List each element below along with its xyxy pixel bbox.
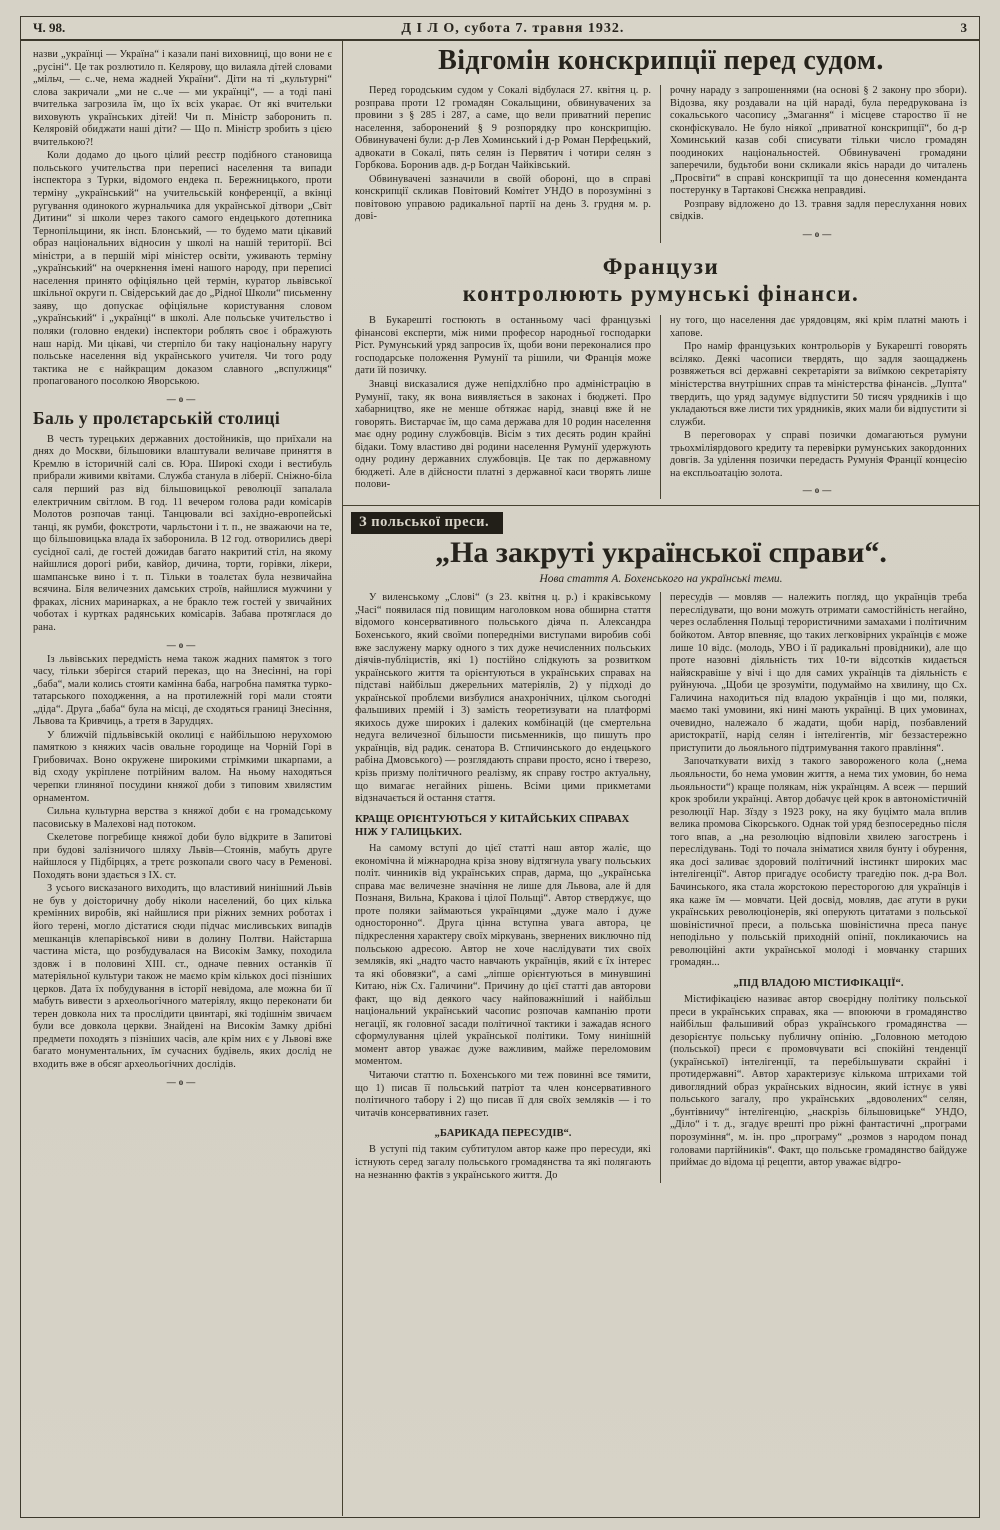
paragraph: На самому вступі до цієї статті наш автор жаліє, що економічна й міжнародна кріза знову відтягнула увагу польських політ. чинників від українських справ, дарма, що „українська справа має величезне значіння не лише для Львова, але й для Познаня, Вильна, Кракова і цілої Польщі“. Автор стверджує, що проте поляки займаються українцями „дуже мало і дуже односторонно“. Друга цінна вступна увага автора, це підкреслення характеру своїх міркувань, звернених виключно під польською адресою. Автор не хоче наслідувати тих своїх земляків, які „надто часто навчають українців, який є їх інтерес та які обовязки“, а самі „ліпше орієнтуються в минувшині Китаю, ніж Сх. Галичини“. Причину до цієї статті дав авторови факт, що від деякого часу найповажніший і найбільш національний український часопис розпочав кампанію проти негації, як головної засади політичної тактики і зажадав ясного сформулування цілей української політики. Тому нинішній момент автор уважає дуже важливим, майже переломовим моментом.: [355, 843, 651, 1068]
column-a: [351, 592, 661, 1183]
article-bochenski-title: „На закруті української справи“.: [435, 536, 887, 570]
section-divider: —о—: [166, 1076, 199, 1087]
right-area: [343, 41, 979, 1516]
paragraph: ну того, що населення дає урядовцям, які крім платні мають і хапове.: [670, 315, 967, 339]
article-bochenski-subtitle: Нова стаття А. Бохенського на українські теми.: [539, 573, 783, 586]
paragraph: рочну нараду з запрошеннями (на основі § 2 закону про збори). Відозва, яку роздавали на цій нараді, була передрукована із сокальського часопису „Змагання“ і місцеве староство її не сконфіскувало. Не було ніякої „приватної конскрипції“, бо д-р Хоминський казав собі списувати тільки число громадян поодиноких національностей. Обвинувачені громадяни заперечили, будьтоби вони скликали якісь наради до читалень „Просвіти“ в справі конскрипції та що донесення коменданта постерунку в Тартакові Снєжка неправдиві.: [670, 85, 967, 197]
section-divider: —о—: [166, 393, 199, 404]
page-number: 3: [960, 20, 967, 35]
paragraph: У виленському „Слові“ (з 23. квітня ц. р.) і краківському „Часі“ появилася під повищим наголовком нова обширна стаття відомого консервативного польського діяча п. Александра Бохенського, який своїми попередніми виступами виробив собі вже заслужену марку одного з тих дуже нечисленних польських діячів-публіцистів, які 1) постійно слідкують за розвитком українського життя та орієнтуються в українських справах на підставі найбільш джерельних матеріялів, 2) у підході до української проблєми визбулися анахронічних, цілком сьогодні фальшивих премій і 3) замість теоретизувати на платформі якихось дуже широких і далеких комбінацій (це смертельна недуга величезної більшости письменників, що пишуть про українців, від радик. сенатора В. Стпичинського до ендецького рабіна Дмовського) — розглядають справи просто, ясно і тверезо, крізь призму політичного реалізму, як справу гостро актуальну, що вимагає негайних рішень. Всіми цими прикметами відзначається й остання стаття.: [355, 592, 651, 805]
paragraph: назви „українці — Україна“ і казали пані виховниці, що вони не є „русіні“. Це так розлютило п. Келярову, що вилаяла дітей словами „мільч, — с..че, нема жадней України“. Діти на ті „культурні“ слова закричали „ми не с..че — ми українці“, — а тоді пані вчителька загрозила їм, що їх всіх укарає. От які вчительки виховують українських дітей! Чи п. Міністр заборонить п. Келяровій обиджати наші діти? — Що п. Міністр зробить з цією вчителькою?!: [33, 49, 332, 148]
column-b: [661, 85, 971, 243]
paragraph: Перед городським судом у Сокалі відбулася 27. квітня ц. р. розправа проти 12 громадян Сокальщини, обвинувачених за провини з § 285 і 287, а саме, що вели приватний перепис населення, заборонений § 9 розпорядку про конскрипцію. Обвинувачені були: д-р Лев Хоминський і д-р Роман Перфецький, адвокати в Сокалі, пять селян із Первятич і чотири селян з Горбкова. Боронив адв. д-р Богдан Чайківський.: [355, 85, 652, 172]
section-divider: —о—: [802, 229, 835, 240]
paragraph: Про намір французьких контрольорів у Букарешті говорять всіляко. Деякі часописи твердять, що задля заощаджень розвяжеться всі державні секретаріяти за виїмкою секретаріяту міністерства внутрішних справ та міністерства фінансів. „Лупта“ твердить, що уряд задумує відпустити 50 тисяч урядників і що укладаються вже листи тих урядників, яких мали би відпустити зі служби.: [670, 341, 967, 428]
subheading-chinese-affairs: КРАЩЕ ОРІЄНТУЮТЬСЯ У КИТАЙСЬКИХ СПРАВАХ НІЖ У ГАЛИЦЬКИХ.: [355, 813, 630, 838]
article-conscription-title: Відгомін конскрипції перед судом.: [438, 45, 884, 76]
masthead-title: Д І Л О, субота 7. травня 1932.: [401, 21, 625, 36]
article-bochenski: [351, 508, 971, 1183]
article-conscription-columns: [351, 85, 971, 243]
paragraph: Із львівських передмість нема також жадних памяток з того часу, тільки зберігся старий переказ, що на Знесінні, на горі „баба“, мали колись стояти камінна баба, нагробна памятка турко-татарського походження, а на протилежній горі мали стояти „діда“. Друга „баба“ була на місці, де сходяться границі Знесіння, Львова та Кривчиць, а третя в Зарудцях.: [33, 653, 332, 728]
section-divider: —о—: [166, 639, 199, 650]
column-b: [661, 592, 971, 1183]
article-conscription: [351, 43, 971, 243]
article-finances-title: [351, 253, 971, 307]
paragraph: Коли додамо до цього цілий реєстр подібного становища польського учительства при переписі населення та випади інспектора з Турки, відомого ендека п. Бережницького, проти терміну „український“ на учительській конференції, а вкінці ругування одинокого журнальчика для української дітвори „Світ Дитини“ зі школи через такого самого ендецького дотепника Тернопільщини, як інсп. Блонський, — то будемо мати цікавий образ національних відносин у школі на нашій території. Всі міністри, а в першій мірі міністер освіти, уживають терміну „український“ на очеркнення імені нашого народу, при переписі населення принято офіціяльно цей термін, куратор львівської шкільної округи п. Свідерський дає до „Рідної Школи“ письменну заяву, що допускає офіціяльне користування словом „український“ і „українці“ в школі. Але польське учительство і поляки (головно ендеки) інспектори роблять своє і ображують наш нарід. Ми цікаві, чи стерпіло би таку національну наругу польське населення від українського учителя. Чи того роду тактика не є найкращим доказом славного „вспулжиця“ пропагованого посолкою Яворською.: [33, 150, 332, 388]
paragraph: Започаткувати вихід з такого завороженого кола („нема льояльности, бо нема умовин життя, а нема тих умовин, бо нема льояльности“) краще полякам, ніж українцям. А всеж — перший крок зробили українці. Автор добачує цей крок в автономістичній резолюції Нар. Зїзду з 1923 року, на яку буцімто мала вплив велика промова Сікорського. Однак той уряд безпосередньо після того впав, а „на резолюцію відповіли хвилею загострень і переслідувань. Тоді то почала зніматися хвиля бунту і обурення, яка досі заливає здоровий політичний інстинкт широких мас інтелігенції“. Автор пригадує особисту трагедію пок. д-ра Вол. Бачинського, яка стала жорстокою пересторогою для українців і яка каже їм — мовчати. Цей досвід, мовляв, дає атути в руки українських революціонерів, які оперують цитатами з польської шовіністичної преси, а польська шовіністична преса панує неподільно у польській приходній опінії, покликаючись на революційні акти української молоді і мовчанку старших громадян...: [670, 756, 967, 969]
article-title-ball: Баль у пролєтарській столиці: [33, 407, 281, 428]
paragraph: В честь турецьких державних достойників, що приїхали на днях до Москви, більшовики влаштували величаве приняття в Кремлю в історичній салі св. Юра. Широкі сходи і вестибуль прибрали живими квітами. Служба станула в ліберії. Сніжно-біла саля перший раз від більшовицької революції запалала електричним світлом. В год. 11 вечером голова ради комісарів Молотов розпочав танці. Танцювали всі західно-европейські танці, як румби, фокстроти, чарльстони і т. п., не зважаючи на те, що більшовицька влада їх заборонила. В 12 год. отворились двері сусідної салі, де гостей дожидав багато накритий стіл, на якому найшлися дорогі риби, кавйор, дичина, торти, горівки, лікери, шампанське вино і т. п. Тільки в тоалєтах була незвичайна всячина. Біля величезних дамських строїв, найшлися мужчини у фраках, лісних маринарках, а не бракло теж гостей у звичайних чоботах і куртках радянських комісарів. Забава протяглася до рана.: [33, 433, 332, 633]
paragraph: пересудів — мовляв — належить погляд, що українців треба переслідувати, що вони можуть отримати самостійність негайно, через ослаблення Польщі терористичними замахами і політичним бойкотом. Автор впевняє, що таких легковірних українців є може лише 10 відс. (молодь, УВО і її радикальні провідники), але що проте назовні діяльність тих 10-ти відсотків кидається найяскравіше у вічі і що для самих українців та діяльність є руйнуюча. „Щоби це зрозуміти, подумаймо на хвилину, що Сх. Галичина находиться під владою українців і що ми, поляки, маємо такі умовини, які нині мають українці. В цих умовинах, очевидно, належало б жадати, щоби нарід, позбавлений аристократії, нарід селян і інтелігентів, міг беззастережно приступити до льояльного підтримування такого правління“.: [670, 592, 967, 754]
page-frame: [20, 16, 980, 1518]
paragraph: Скелетове погребище княжої доби було відкрите в Запитові при будові залізничого шляху Львів—Стоянів, мабуть друге найшлося у Підбірцях, а третє розкопали свого часу в Ременові. Походять вони здається з IX. ст.: [33, 832, 332, 881]
column-a: [351, 315, 661, 499]
article-finances-columns: [351, 315, 971, 499]
kicker-row: [351, 512, 971, 534]
paragraph: Сильна культурна верства з княжої доби є на громадському пасовиську в Малехові над потоком.: [33, 806, 332, 830]
paragraph: В переговорах у справі позички домагаються румуни трьохміліярдового кредиту та перевірки румунських закордонних довгів. За уділення позички передасть Румунія Франції концесію на експльоатацію золота.: [670, 430, 967, 479]
subheading-barricade: „БАРИКАДА ПЕРЕСУДІВ“.: [434, 1128, 572, 1140]
article-finances: [351, 245, 971, 499]
paragraph: В Букарешті гостюють в останньому часі французькі фінансові експерти, між ними професор народньої господарки Ріст. Румунський уряд запросив їх, щоби вони переконалися про господарське положення Румунії та рішили, чи Франція може дати їй позичку.: [355, 315, 651, 377]
paragraph: Знавці висказалися дуже непідхлібно про адміністрацію в Румунії, таку, як вона виявляється в законах і бюджеті. Про хабарництво, яке не менше обтяжає нарід, знавці вже й не говорять. Вистарчає їм, що сама держава для 10 родин населення має одну родину службовців. Вісім з тих десять родин крайні бідаки. Тому властиво дві родини населення Румунії удержують одну родину державних службовців. Це так по державному бюджеті. Але в дійсности платні з державної каси творять лише полови-: [355, 379, 651, 491]
masthead: [21, 17, 979, 41]
paragraph: В уступі під таким субтитулом автор каже про пересуди, які істнують серед загалу польського громадянства та які полягають на незнанню фактів з українського життя. До: [355, 1144, 651, 1181]
page-columns: [21, 41, 979, 1516]
paragraph: Розправу відложено до 13. травня задля переслухання нових свідків.: [670, 198, 967, 223]
article-finances-title-line2: контролюють румунські фінанси.: [462, 281, 860, 307]
horizontal-rule: [343, 505, 979, 506]
article-finances-title-line1: Французи: [602, 254, 720, 280]
section-divider: —о—: [802, 485, 835, 496]
paragraph: У ближчій підльвівській околиці є найбільшою нерухомою памяткою з княжих часів овальне городище на Чорній Горі в Грибовичах. Воно окружене широкими стрімкими шкарпами, а від сходу укріплене потрійним валом. На ньому находяться черепки глиняної посудини княжої доби з типовим хвилястим орнаментом.: [33, 729, 332, 804]
subheading-mystification: „ПІД ВЛАДОЮ МІСТИФІКАЦІЇ“.: [733, 977, 904, 989]
column-a: [351, 85, 661, 243]
paragraph: З усього висказаного виходить, що властивий нинішний Львів не був у доісторичну добу ніколи населений, бо цих кілька кремінних виробів, які найшлися при ріжних земних роботах і його терені, могло дістатися сюди підчас мисливських випадів мешканців клепарівської ниви в долину Полтви. Найстарша частина міста, що розбудувалася на Високім Замку, походила здовж і в половині XIII. ст., одначе певних останків її матеріяльної культури також не маємо крім кількох досі пізніших церков. Дата їх побудування в історії невідома, але можна би її мабуть вивести з археольогічного матеріялу, якщо переконати би терен довкола них та прослідити цвинтарі, які тодішнім звичаєм були все довкола церкви. Знайдені на Високім Замку дрібні предмети походять з пізніших часів, але крім них є у Львові вже багато монументальних, їм сучасних будівель, яких дослід не входить вже в обсяг археольогічних дослідів.: [33, 883, 332, 1071]
paragraph: Обвинувачені зазначили в своїй обороні, що в справі конскрипції скликав Повітовий Комітет УНДО в порозумінні з повітовою управою радикальної партії на день 3. грудня м. р. дові-: [355, 173, 651, 223]
column-b: [661, 315, 971, 499]
article-bochenski-columns: [351, 592, 971, 1183]
paragraph: Містифікацією називає автор своєрідну політику польської преси в українських справах, яка — впоюючи в громадянство найбільш фальшивий образ українського громадянства — дезорієнтує польську публичну опінію. „Головною методою (польської) преси є промовчувати всі спокійні тенденції (української) інтелігенції, та перебільшувати скрайні і протидержавні“. Автор характеризує кількома штрихами той дивоглядний образ українських відносин, який істнує в уяві польського загалу, про українських „вдоволених“ селян, „бунтівничу“ інтелігенцію, „наскрізь більшовицьке“ УНДО, „Діло“ і т. д., згадує врешті про ріжні фантастичні „програми порозуміння“, м. ін. про „програму“ „розмов з народом понад головами партійників“. Факт, що польське громадянство байдуже приймає до відома ці рецепти, автор уважає відгро-: [670, 994, 967, 1169]
left-column: [21, 41, 343, 1516]
press-review-kicker: З польської преси.: [351, 512, 503, 534]
issue-number: Ч. 98.: [33, 20, 66, 35]
paragraph: Читаючи статтю п. Бохенського ми теж повинні все тямити, що 1) писав її польський патріот та член консервативного політичного табору і 2) що писав її для своїх земляків — і то читачів консервативних газет.: [355, 1069, 651, 1119]
